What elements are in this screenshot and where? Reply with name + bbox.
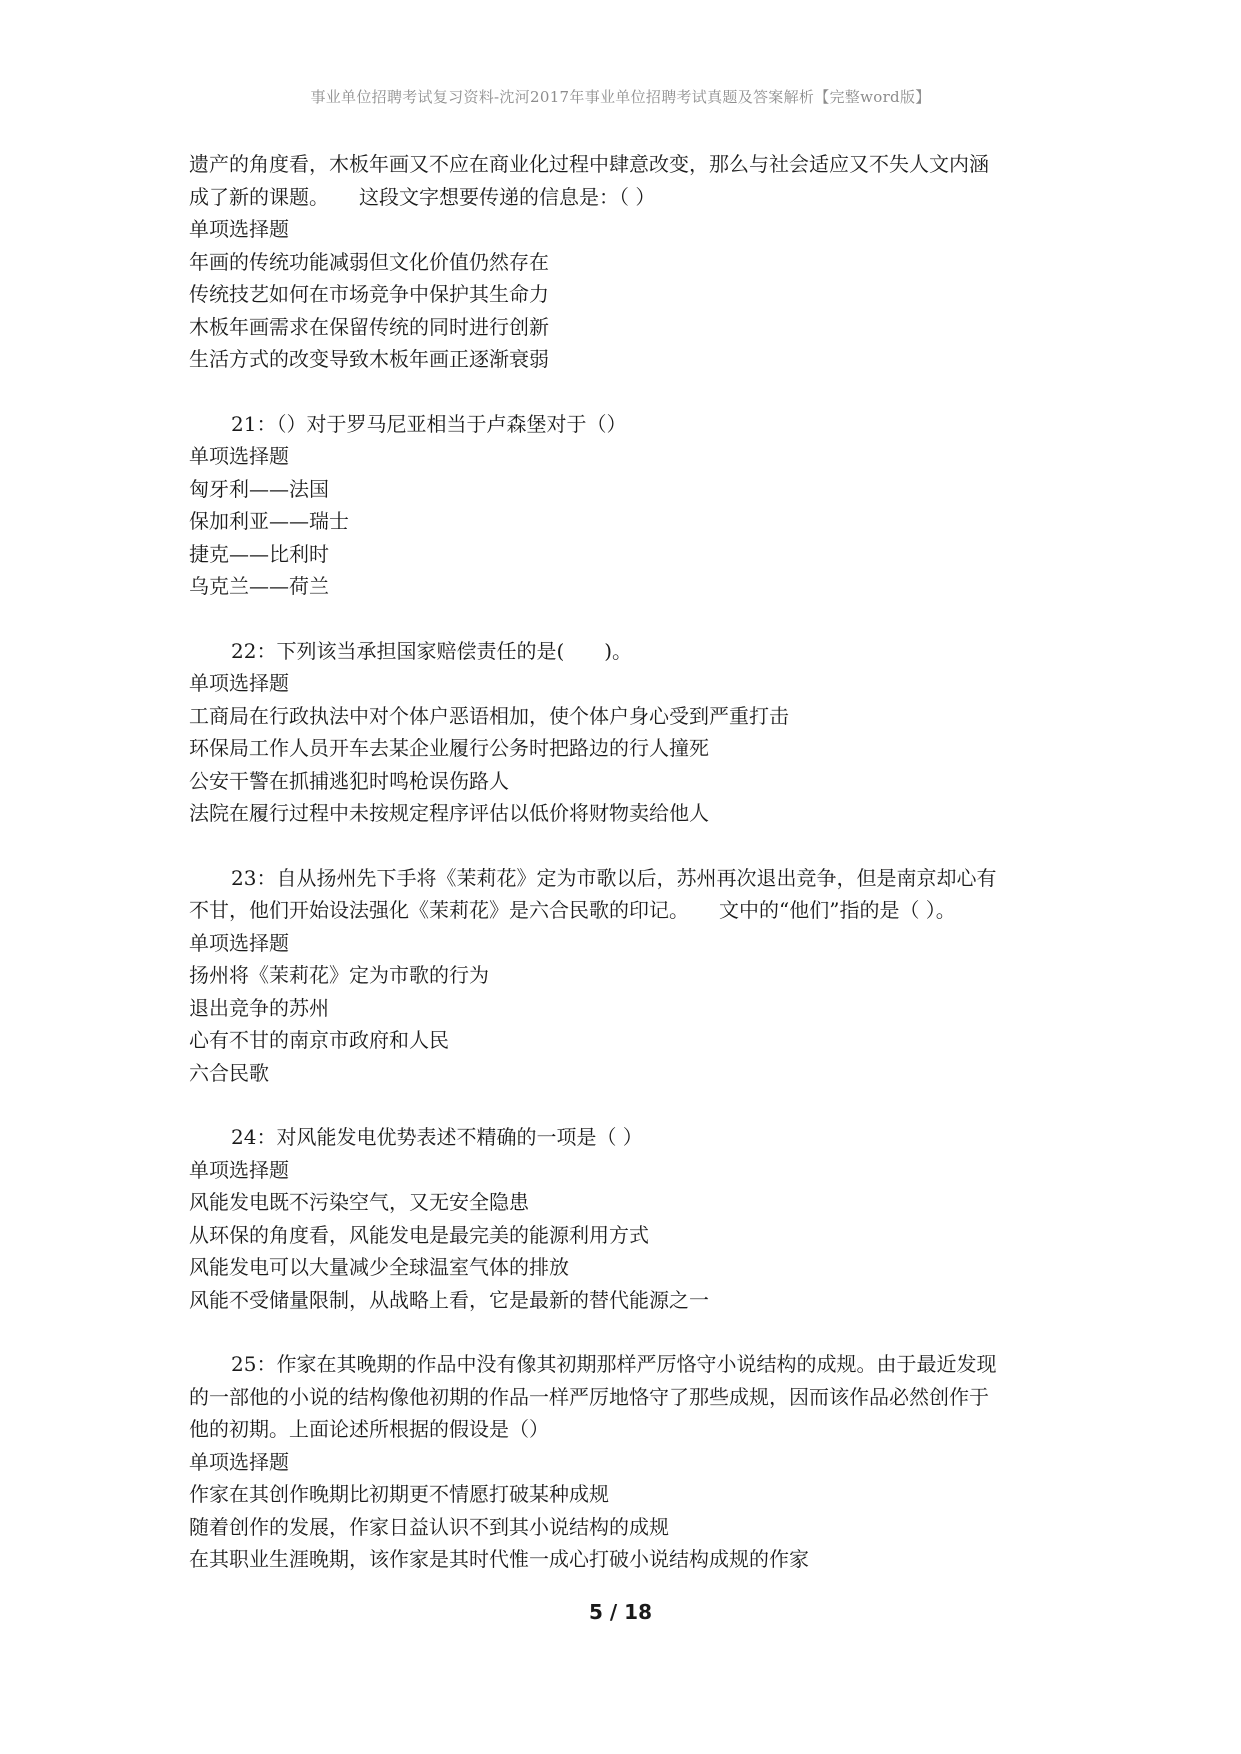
spacer bbox=[189, 1316, 1059, 1348]
spacer bbox=[189, 603, 1059, 635]
page-content bbox=[189, 148, 1059, 1576]
spacer bbox=[189, 376, 1059, 408]
option-d: 法院在履行过程中未按规定程序评估以低价将财物卖给他人 bbox=[189, 801, 709, 825]
question-type: 单项选择题 bbox=[189, 1449, 289, 1474]
question-block-25 bbox=[189, 1348, 1059, 1576]
question-block-24 bbox=[189, 1121, 1059, 1316]
question-block-23 bbox=[189, 862, 1059, 1090]
question-block-20 bbox=[189, 148, 1059, 376]
question-type: 单项选择题 bbox=[189, 671, 289, 695]
option-a: 匈牙利——法国 bbox=[189, 476, 329, 501]
question-stem: 21：（）对于罗马尼亚相当于卢森堡对于（） bbox=[231, 411, 627, 436]
question-stem: 的一部他的小说的结构像他初期的作品一样严厉地恪守了那些成规，因而该作品必然创作于 bbox=[189, 1384, 989, 1409]
question-block-21 bbox=[189, 408, 1059, 603]
option-b: 保加利亚——瑞士 bbox=[189, 509, 349, 533]
option-d: 六合民歌 bbox=[189, 1060, 269, 1085]
option-a: 年画的传统功能减弱但文化价值仍然存在 bbox=[189, 249, 549, 274]
question-type: 单项选择题 bbox=[189, 1157, 289, 1182]
question-type: 单项选择题 bbox=[189, 444, 289, 468]
page-header: 事业单位招聘考试复习资料-沈河2017年事业单位招聘考试真题及答案解析【完整word版】 bbox=[310, 88, 931, 106]
option-a: 工商局在行政执法中对个体户恶语相加，使个体户身心受到严重打击 bbox=[189, 703, 789, 728]
question-stem: 25：作家在其晚期的作品中没有像其初期那样严厉恪守小说结构的成规。由于最近发现 bbox=[231, 1352, 997, 1376]
option-c: 风能发电可以大量减少全球温室气体的排放 bbox=[189, 1255, 569, 1279]
page-number: 5 / 18 bbox=[589, 1600, 652, 1624]
option-b: 从环保的角度看，风能发电是最完美的能源利用方式 bbox=[189, 1222, 649, 1247]
question-stem: 成了新的课题。 这段文字想要传递的信息是：（ ） bbox=[189, 184, 656, 209]
option-c: 在其职业生涯晚期，该作家是其时代惟一成心打破小说结构成规的作家 bbox=[189, 1547, 809, 1571]
question-stem: 不甘，他们开始设法强化《茉莉花》是六合民歌的印记。 文中的“他们”指的是（ ）。 bbox=[189, 898, 956, 922]
option-b: 传统技艺如何在市场竞争中保护其生命力 bbox=[189, 282, 549, 306]
option-a: 扬州将《茉莉花》定为市歌的行为 bbox=[189, 963, 489, 987]
spacer bbox=[189, 1089, 1059, 1121]
spacer bbox=[189, 830, 1059, 862]
option-d: 风能不受储量限制，从战略上看，它是最新的替代能源之一 bbox=[189, 1287, 709, 1312]
question-type: 单项选择题 bbox=[189, 930, 289, 955]
option-d: 乌克兰——荷兰 bbox=[189, 574, 329, 598]
option-a: 风能发电既不污染空气，又无安全隐患 bbox=[189, 1190, 529, 1214]
question-stem: 22：下列该当承担国家赔偿责任的是( )。 bbox=[231, 638, 633, 663]
question-stem: 24：对风能发电优势表述不精确的一项是（ ） bbox=[231, 1125, 643, 1149]
option-c: 木板年画需求在保留传统的同时进行创新 bbox=[189, 314, 549, 339]
option-b: 退出竞争的苏州 bbox=[189, 995, 329, 1020]
question-stem: 23：自从扬州先下手将《茉莉花》定为市歌以后，苏州再次退出竞争，但是南京却心有 bbox=[231, 865, 997, 890]
option-a: 作家在其创作晚期比初期更不情愿打破某种成规 bbox=[189, 1482, 609, 1506]
option-c: 心有不甘的南京市政府和人民 bbox=[189, 1028, 449, 1052]
option-b: 环保局工作人员开车去某企业履行公务时把路边的行人撞死 bbox=[189, 736, 709, 760]
option-b: 随着创作的发展，作家日益认识不到其小说结构的成规 bbox=[189, 1514, 669, 1539]
question-stem: 遗产的角度看，木板年画又不应在商业化过程中肆意改变，那么与社会适应又不失人文内涵 bbox=[189, 152, 989, 176]
option-d: 生活方式的改变导致木板年画正逐渐衰弱 bbox=[189, 347, 549, 371]
question-block-22 bbox=[189, 635, 1059, 830]
question-type: 单项选择题 bbox=[189, 217, 289, 241]
option-c: 捷克——比利时 bbox=[189, 541, 329, 566]
question-stem: 他的初期。上面论述所根据的假设是（） bbox=[189, 1417, 549, 1441]
option-c: 公安干警在抓捕逃犯时鸣枪误伤路人 bbox=[189, 768, 509, 793]
